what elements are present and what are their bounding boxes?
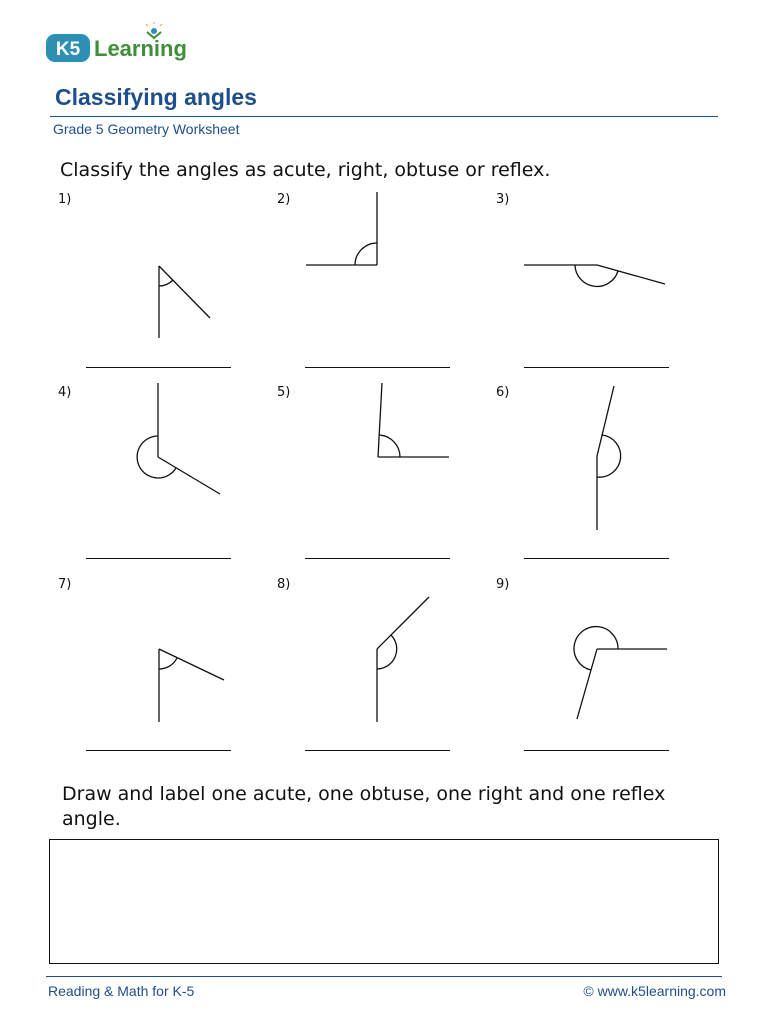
angle-figure-6 [597, 386, 621, 530]
draw-prompt-text: Draw and label one acute, one obtuse, one right and one reflex angle. [62, 783, 666, 830]
problem-number: 5) [277, 385, 291, 400]
footer-rule [46, 976, 722, 977]
problem-number: 3) [496, 192, 510, 207]
logo-k5-text: K5 [55, 39, 81, 60]
page-title: Classifying angles [55, 84, 257, 110]
angle-figure-5 [378, 383, 449, 457]
angle-figure-2 [306, 192, 377, 265]
angle-figure-8 [377, 597, 429, 722]
drawing-box[interactable] [49, 839, 719, 964]
problem-number: 1) [58, 192, 72, 207]
instructions-text: Classify the angles as acute, right, obtuse or reflex. [60, 159, 551, 181]
angle-figure-7 [159, 649, 224, 722]
page-subtitle: Grade 5 Geometry Worksheet [53, 121, 240, 137]
angle-figure-9 [574, 627, 667, 719]
angle-figure-1 [159, 266, 210, 338]
problem-number: 2) [277, 192, 291, 207]
problem-number: 9) [496, 577, 510, 592]
footer-tagline: Reading & Math for K-5 [48, 983, 195, 999]
problem-number: 8) [277, 577, 291, 592]
problem-number: 6) [496, 385, 510, 400]
problem-number: 4) [58, 385, 72, 400]
angle-figure-3 [524, 265, 665, 286]
logo-word-text: Learning [94, 36, 187, 61]
problem-number: 7) [58, 577, 72, 592]
angle-figure-4 [137, 383, 220, 494]
footer-website: © www.k5learning.com [583, 983, 726, 999]
